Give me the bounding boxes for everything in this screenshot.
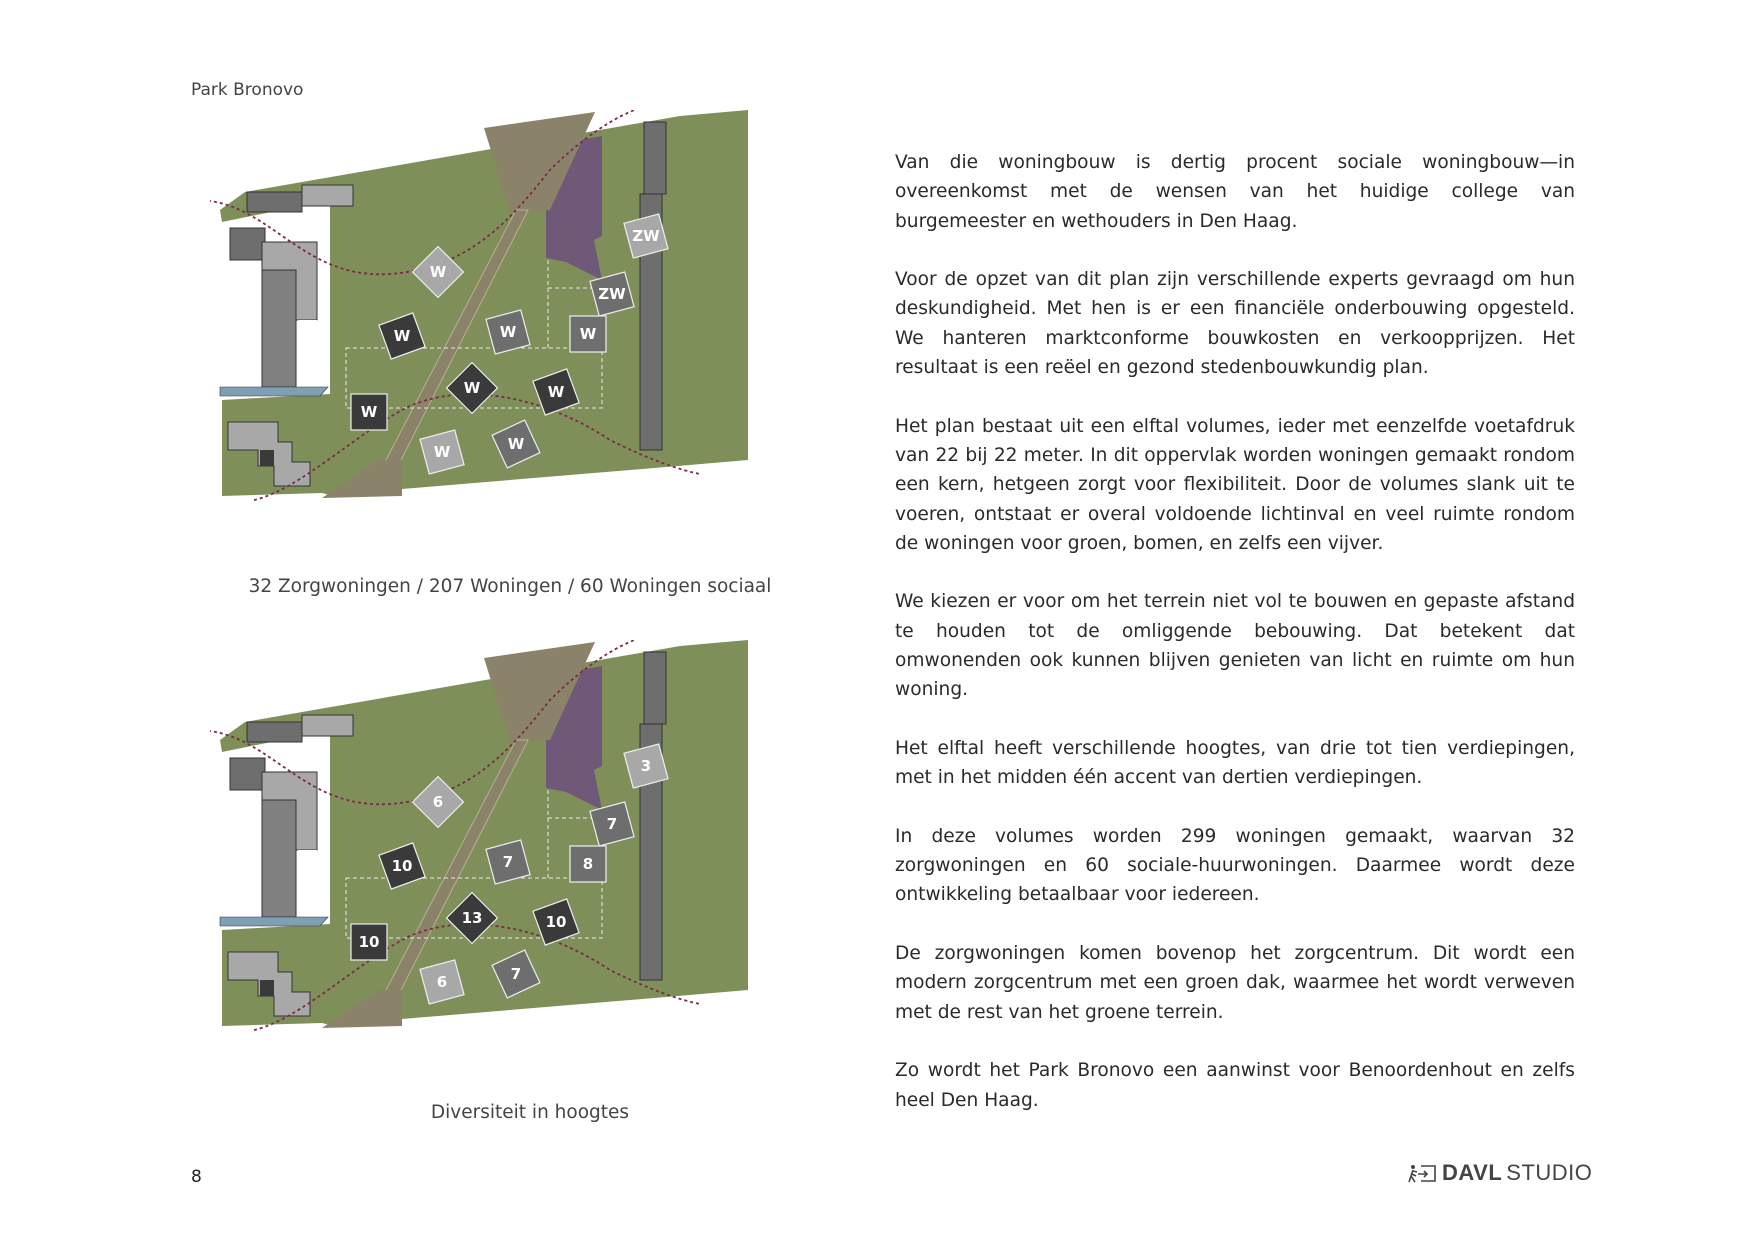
volume-label: W bbox=[433, 443, 451, 461]
neighbour-building bbox=[230, 758, 265, 790]
volume-label: 10 bbox=[358, 933, 380, 951]
paragraph: Voor de opzet van dit plan zijn verschillende experts gevraagd om hun deskundigheid. Met hen is er een financiële onderbouwing opgesteld. We hanteren marktconforme bouwkosten en verkoopprijzen. Het resultaat is een reëel en gezond stedenbouwkundig plan. bbox=[895, 269, 1575, 379]
volume-label: W bbox=[360, 403, 378, 421]
volume-label: 7 bbox=[502, 853, 514, 871]
volume-label: 13 bbox=[461, 909, 483, 927]
neighbour-building bbox=[644, 652, 666, 724]
building-volume bbox=[570, 316, 606, 352]
volume-label: W bbox=[463, 379, 481, 397]
logo-bold-text: DAVL bbox=[1442, 1160, 1503, 1185]
paragraph: In deze volumes worden 299 woningen gemaakt, waarvan 32 zorgwoningen en 60 sociale-huurwoningen. Daarmee wordt deze ontwikkeling betaalbaar voor iedereen. bbox=[895, 825, 1575, 906]
map-caption-housing-types: 32 Zorgwoningen / 207 Woningen / 60 Woningen sociaal bbox=[248, 576, 772, 597]
volume-label: ZW bbox=[598, 285, 626, 303]
courtyard bbox=[298, 850, 317, 917]
bronovo-wing bbox=[262, 270, 296, 387]
volume-label: 10 bbox=[545, 913, 567, 931]
volume-label: W bbox=[499, 323, 517, 341]
figure-door-icon bbox=[1408, 1162, 1438, 1184]
volume-label: W bbox=[579, 325, 597, 343]
neighbour-building bbox=[247, 192, 302, 212]
neighbour-building bbox=[247, 722, 302, 742]
volume-label: 10 bbox=[391, 857, 413, 875]
body-text bbox=[895, 148, 1575, 1144]
volume-label: 7 bbox=[606, 815, 618, 833]
building-volume bbox=[570, 846, 606, 882]
paragraph: We kiezen er voor om het terrein niet vol te bouwen en gepaste afstand te houden tot de omliggende bebouwing. Dat betekent dat omwonenden ook kunnen blijven genieten van licht en ruimte om hun woning. bbox=[895, 591, 1575, 701]
neighbour-building bbox=[644, 122, 666, 194]
site-plan-map-housing-types bbox=[210, 110, 800, 570]
volume-label: 7 bbox=[510, 965, 522, 983]
page-header: Park Bronovo bbox=[191, 80, 304, 100]
page-number: 8 bbox=[191, 1167, 202, 1187]
paragraph: De zorgwoningen komen bovenop het zorgcentrum. Dit wordt een modern zorgcentrum met een groen dak, waarmee het wordt verweven met de rest van het groene terrein. bbox=[895, 943, 1575, 1023]
paragraph: Het plan bestaat uit een elftal volumes, ieder met eenzelfde voetafdruk van 22 bij 22 meter. In dit oppervlak worden woningen gemaakt rondom een kern, hetgeen zorgt voor flexibiliteit. Door de volumes slank uit te voeren, ontstaat er overal voldoende lichtinval en veel ruimte rondom de woningen voor groen, bomen, en zelfs een vijver. bbox=[895, 415, 1575, 554]
courtyard bbox=[298, 320, 317, 387]
volume-label: 6 bbox=[432, 793, 444, 811]
volume-label: 6 bbox=[436, 973, 448, 991]
volume-label: W bbox=[547, 383, 565, 401]
volume-label: ZW bbox=[632, 227, 660, 245]
neighbour-building bbox=[302, 185, 353, 206]
map-caption-heights: Diversiteit in hoogtes bbox=[430, 1102, 630, 1123]
building-volume bbox=[351, 924, 387, 960]
paragraph: Het elftal heeft verschillende hoogtes, van drie tot tien verdiepingen, met in het midden één accent van dertien verdiepingen. bbox=[895, 737, 1575, 789]
studio-logo bbox=[1408, 1160, 1592, 1186]
volume-label: 3 bbox=[640, 757, 652, 775]
neighbour-building bbox=[302, 715, 353, 736]
water-strip bbox=[220, 917, 328, 926]
neighbour-building bbox=[230, 228, 265, 260]
bronovo-wing bbox=[262, 800, 296, 917]
volume-label: W bbox=[429, 263, 447, 281]
water-strip bbox=[220, 387, 328, 396]
neighbour-building bbox=[260, 980, 274, 996]
volume-label: 8 bbox=[582, 855, 594, 873]
volume-label: W bbox=[393, 327, 411, 345]
paragraph: Zo wordt het Park Bronovo een aanwinst voor Benoordenhout en zelfs heel Den Haag. bbox=[895, 1060, 1575, 1111]
building-volume bbox=[351, 394, 387, 430]
site-plan-map-heights bbox=[210, 640, 800, 1100]
volume-label: W bbox=[507, 435, 525, 453]
logo-light-text: STUDIO bbox=[1506, 1160, 1593, 1185]
paragraph: Van die woningbouw is dertig procent sociale woningbouw—in overeenkomst met de wensen van het huidige college van burgemeester en wethouders in Den Haag. bbox=[895, 152, 1575, 232]
neighbour-building bbox=[260, 450, 274, 466]
